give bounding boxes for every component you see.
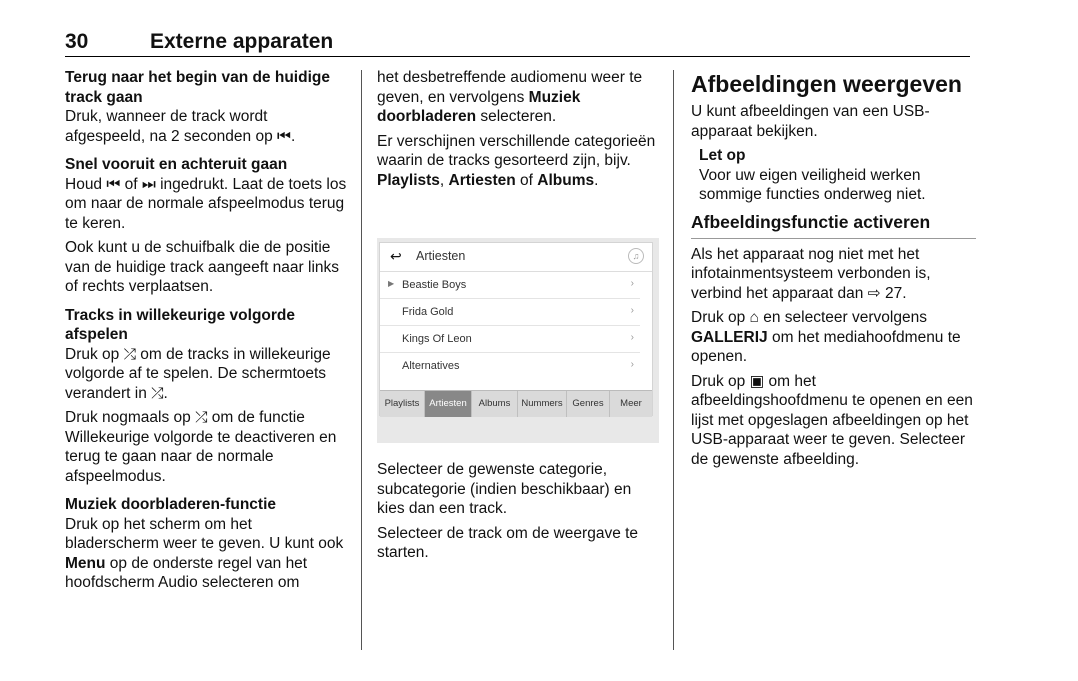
back-icon: ↩ bbox=[390, 248, 402, 264]
tab-playlists: Playlists bbox=[380, 391, 425, 417]
paragraph: Selecteer de gewenste categorie, subcategorie (indien beschikbaar) en kies dan een track. bbox=[377, 461, 632, 517]
paragraph: Selecteer de track om de weergave te starten. bbox=[377, 524, 639, 561]
page-number: 30 bbox=[65, 30, 89, 53]
paragraph: U kunt afbeeldingen van een USB-apparaat bekijken. bbox=[691, 103, 930, 140]
paragraph: Ook kunt u de schuifbalk die de positie van de huidige track aangeeft naar links of rechts verplaatsen. bbox=[65, 239, 340, 295]
tab-artiesten: Artiesten bbox=[425, 391, 472, 417]
chevron-right-icon: › bbox=[630, 332, 634, 343]
screen-tab-bar bbox=[380, 390, 652, 417]
chapter-title: Externe apparaten bbox=[150, 30, 334, 53]
section-heading: Muziek doorbladeren-functie bbox=[65, 496, 276, 513]
section-heading: Tracks in willekeurige volgorde afspelen bbox=[65, 306, 296, 343]
paragraph: Druk op ⤮ om de tracks in willekeurige volgorde af te spelen. De schermtoets verandert in ⤮. bbox=[65, 345, 331, 402]
play-icon: ▶ bbox=[388, 279, 395, 288]
column-divider bbox=[673, 70, 674, 650]
paragraph: Druk op het scherm om het bladerscherm weer te geven. U kunt ook Menu op de onderste regel van het hoofdscherm Audio selecteren om bbox=[65, 515, 344, 591]
list-item: Kings Of Leon › bbox=[380, 326, 640, 353]
subsection-title: Afbeeldingsfunctie activeren bbox=[691, 211, 931, 232]
column-2-bottom bbox=[377, 460, 662, 563]
list-item: Frida Gold › bbox=[380, 299, 640, 326]
screen-panel bbox=[379, 242, 653, 416]
paragraph: Er verschijnen verschillende categorieën waarin de tracks gesorteerd zijn, bijv. Playlists, Artiesten of Albums. bbox=[377, 132, 656, 189]
music-icon: ♫ bbox=[628, 248, 644, 264]
tab-nummers: Nummers bbox=[518, 391, 567, 417]
paragraph: Druk op ⌂ en selecteer vervolgens GALLERIJ om het mediahoofdmenu te openen. bbox=[691, 309, 961, 365]
column-2 bbox=[377, 68, 662, 190]
section-heading: Snel vooruit en achteruit gaan bbox=[65, 156, 288, 173]
paragraph: Als het apparaat nog niet met het infotainmentsysteem verbonden is, verbind het apparaat dan ⇨ 27. bbox=[691, 245, 931, 302]
list-item: Alternatives › bbox=[402, 359, 634, 372]
section-title: Afbeeldingen weergeven bbox=[691, 71, 962, 97]
note-label: Let op bbox=[699, 147, 746, 164]
tab-genres: Genres bbox=[567, 391, 610, 417]
paragraph: Druk nogmaals op ⤮ om de functie Willekeurige volgorde te deactiveren en terug te gaan naar de normale afspeelmodus. bbox=[65, 409, 337, 485]
list-item: ▶ Beastie Boys › bbox=[380, 272, 640, 299]
chevron-right-icon: › bbox=[630, 359, 634, 370]
infotainment-screen-image bbox=[377, 238, 659, 443]
screen-title: Artiesten bbox=[416, 249, 466, 263]
paragraph: Druk op ▣ om het afbeeldingshoofdmenu te openen en een lijst met opgeslagen afbeeldingen op het USB-apparaat weer te geven. Selecteer de gewenste afbeelding. bbox=[691, 372, 973, 468]
column-3 bbox=[691, 70, 976, 469]
column-1 bbox=[65, 68, 350, 593]
paragraph: Houd ⏮ of ⏭ ingedrukt. Laat de toets los om naar de normale afspeelmodus terug te keren. bbox=[65, 175, 347, 232]
section-heading: Terug naar het begin van de huidige track gaan bbox=[65, 69, 330, 106]
paragraph: Druk, wanneer de track wordt afgespeeld, na 2 seconden op ⏮. bbox=[65, 108, 296, 145]
note-box bbox=[691, 146, 976, 205]
divider bbox=[691, 238, 976, 239]
screen-header bbox=[380, 243, 652, 272]
tab-albums: Albums bbox=[472, 391, 518, 417]
chevron-right-icon: › bbox=[630, 278, 634, 289]
tab-meer: Meer bbox=[620, 398, 642, 409]
column-divider bbox=[361, 70, 362, 650]
note-text: Voor uw eigen veiligheid werken sommige functies onderweg niet. bbox=[699, 166, 926, 203]
paragraph: het desbetreffende audiomenu weer te geven, en vervolgens Muziek doorbladeren selecteren. bbox=[377, 69, 643, 125]
page-header bbox=[65, 30, 970, 57]
chevron-right-icon: › bbox=[630, 305, 634, 316]
